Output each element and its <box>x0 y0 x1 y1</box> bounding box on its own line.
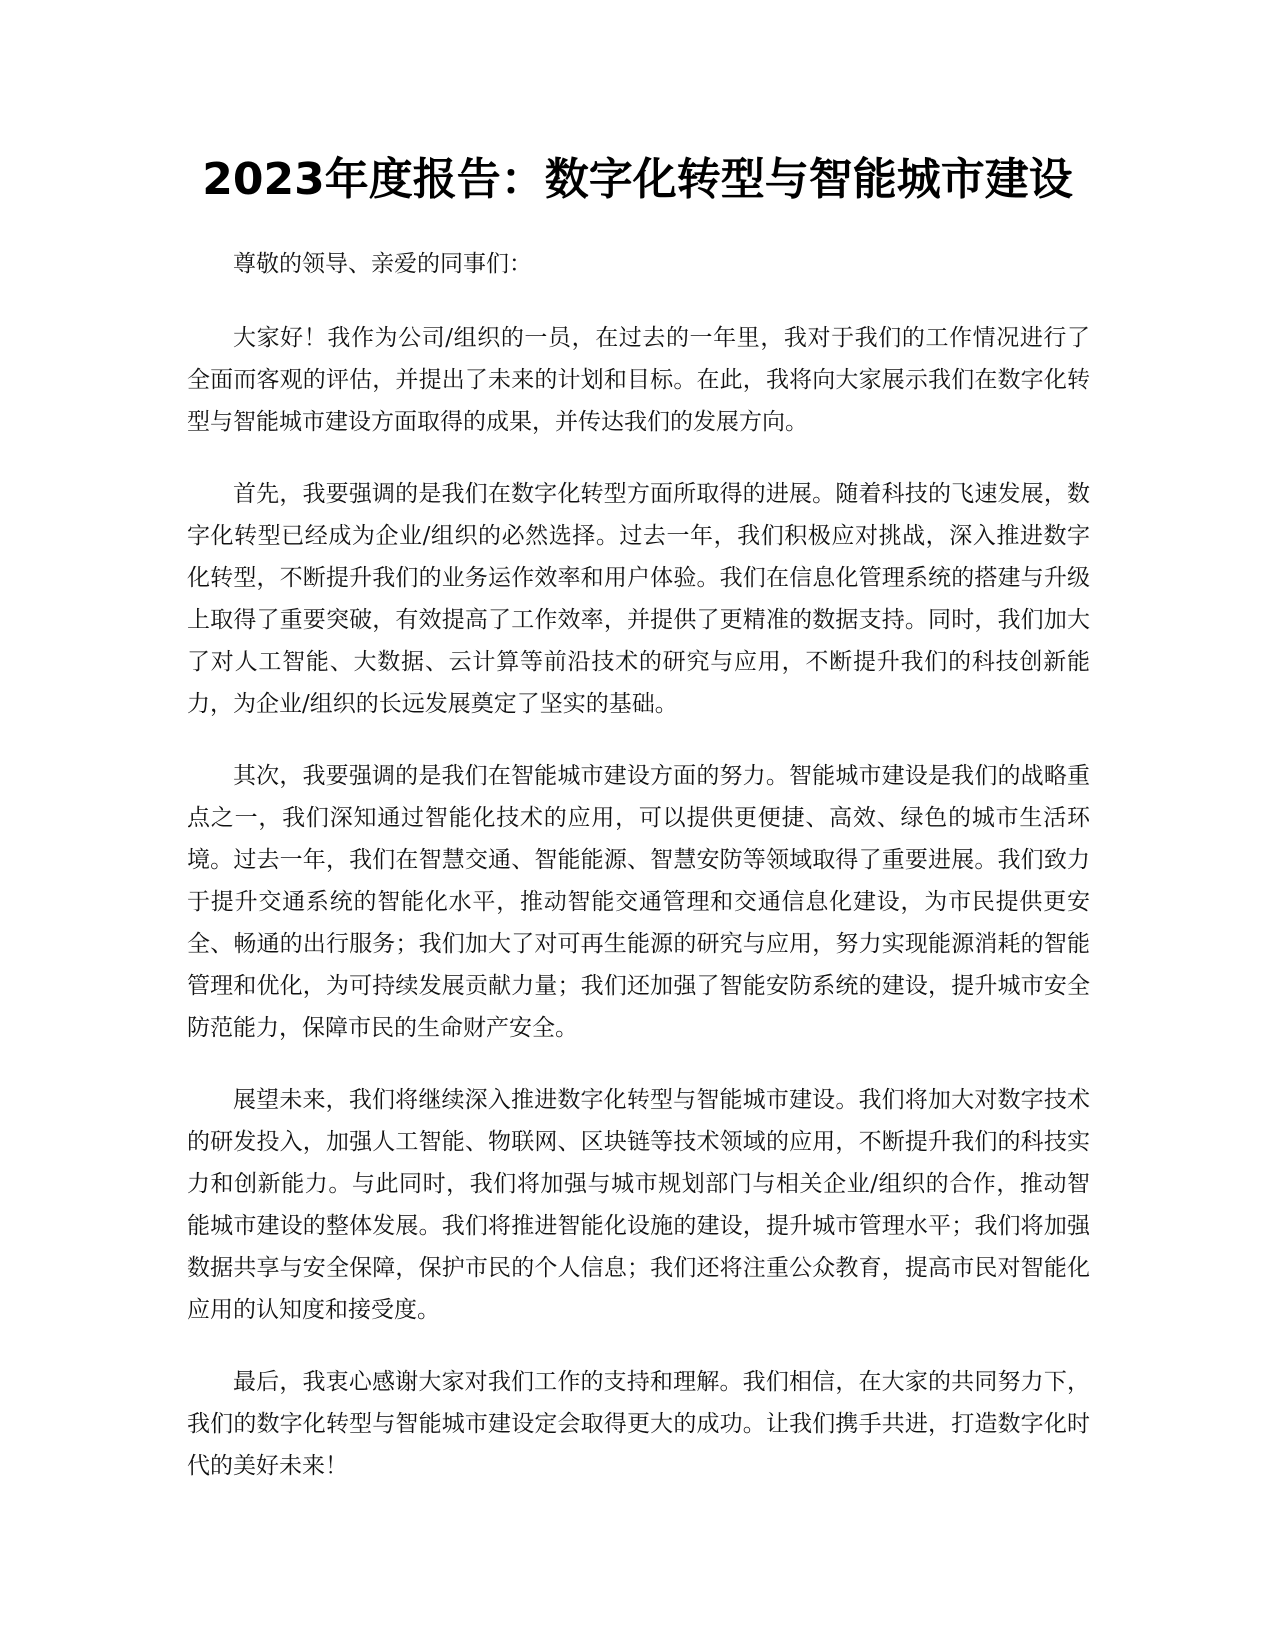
paragraph-closing: 最后，我衷心感谢大家对我们工作的支持和理解。我们相信，在大家的共同努力下，我们的数字化转型与智能城市建设定会取得更大的成功。让我们携手共进，打造数字化时代的美好未来！ <box>187 1369 1090 1479</box>
paragraph-smart-city: 其次，我要强调的是我们在智能城市建设方面的努力。智能城市建设是我们的战略重点之一，我们深知通过智能化技术的应用，可以提供更便捷、高效、绿色的城市生活环境。过去一年，我们在智慧交通、智能能源、智慧安防等领域取得了重要进展。我们致力于提升交通系统的智能化水平，推动智能交通管理和交通信息化建设，为市民提供更安全、畅通的出行服务；我们加大了对可再生能源的研究与应用，努力实现能源消耗的智能管理和优化，为可持续发展贡献力量；我们还加强了智能安防系统的建设，提升城市安全防范能力，保障市民的生命财产安全。 <box>187 763 1090 1041</box>
paragraph-digital-transformation: 首先，我要强调的是我们在数字化转型方面所取得的进展。随着科技的飞速发展，数字化转型已经成为企业/组织的必然选择。过去一年，我们积极应对挑战，深入推进数字化转型，不断提升我们的业务运作效率和用户体验。我们在信息化管理系统的搭建与升级上取得了重要突破，有效提高了工作效率，并提供了更精准的数据支持。同时，我们加大了对人工智能、大数据、云计算等前沿技术的研究与应用，不断提升我们的科技创新能力，为企业/组织的长远发展奠定了坚实的基础。 <box>187 481 1090 717</box>
paragraph-outlook: 展望未来，我们将继续深入推进数字化转型与智能城市建设。我们将加大对数字技术的研发投入，加强人工智能、物联网、区块链等技术领域的应用，不断提升我们的科技实力和创新能力。与此同时，我们将加强与城市规划部门与相关企业/组织的合作，推动智能城市建设的整体发展。我们将推进智能化设施的建设，提升城市管理水平；我们将加强数据共享与安全保障，保护市民的个人信息；我们还将注重公众教育，提高市民对智能化应用的认知度和接受度。 <box>187 1087 1090 1323</box>
salutation: 尊敬的领导、亲爱的同事们： <box>233 251 532 277</box>
paragraph-introduction: 大家好！我作为公司/组织的一员，在过去的一年里，我对于我们的工作情况进行了全面而客观的评估，并提出了未来的计划和目标。在此，我将向大家展示我们在数字化转型与智能城市建设方面取得的成果，并传达我们的发展方向。 <box>187 325 1090 435</box>
document-body <box>187 243 1090 1517</box>
document-title: 2023年度报告：数字化转型与智能城市建设 <box>202 154 1073 205</box>
